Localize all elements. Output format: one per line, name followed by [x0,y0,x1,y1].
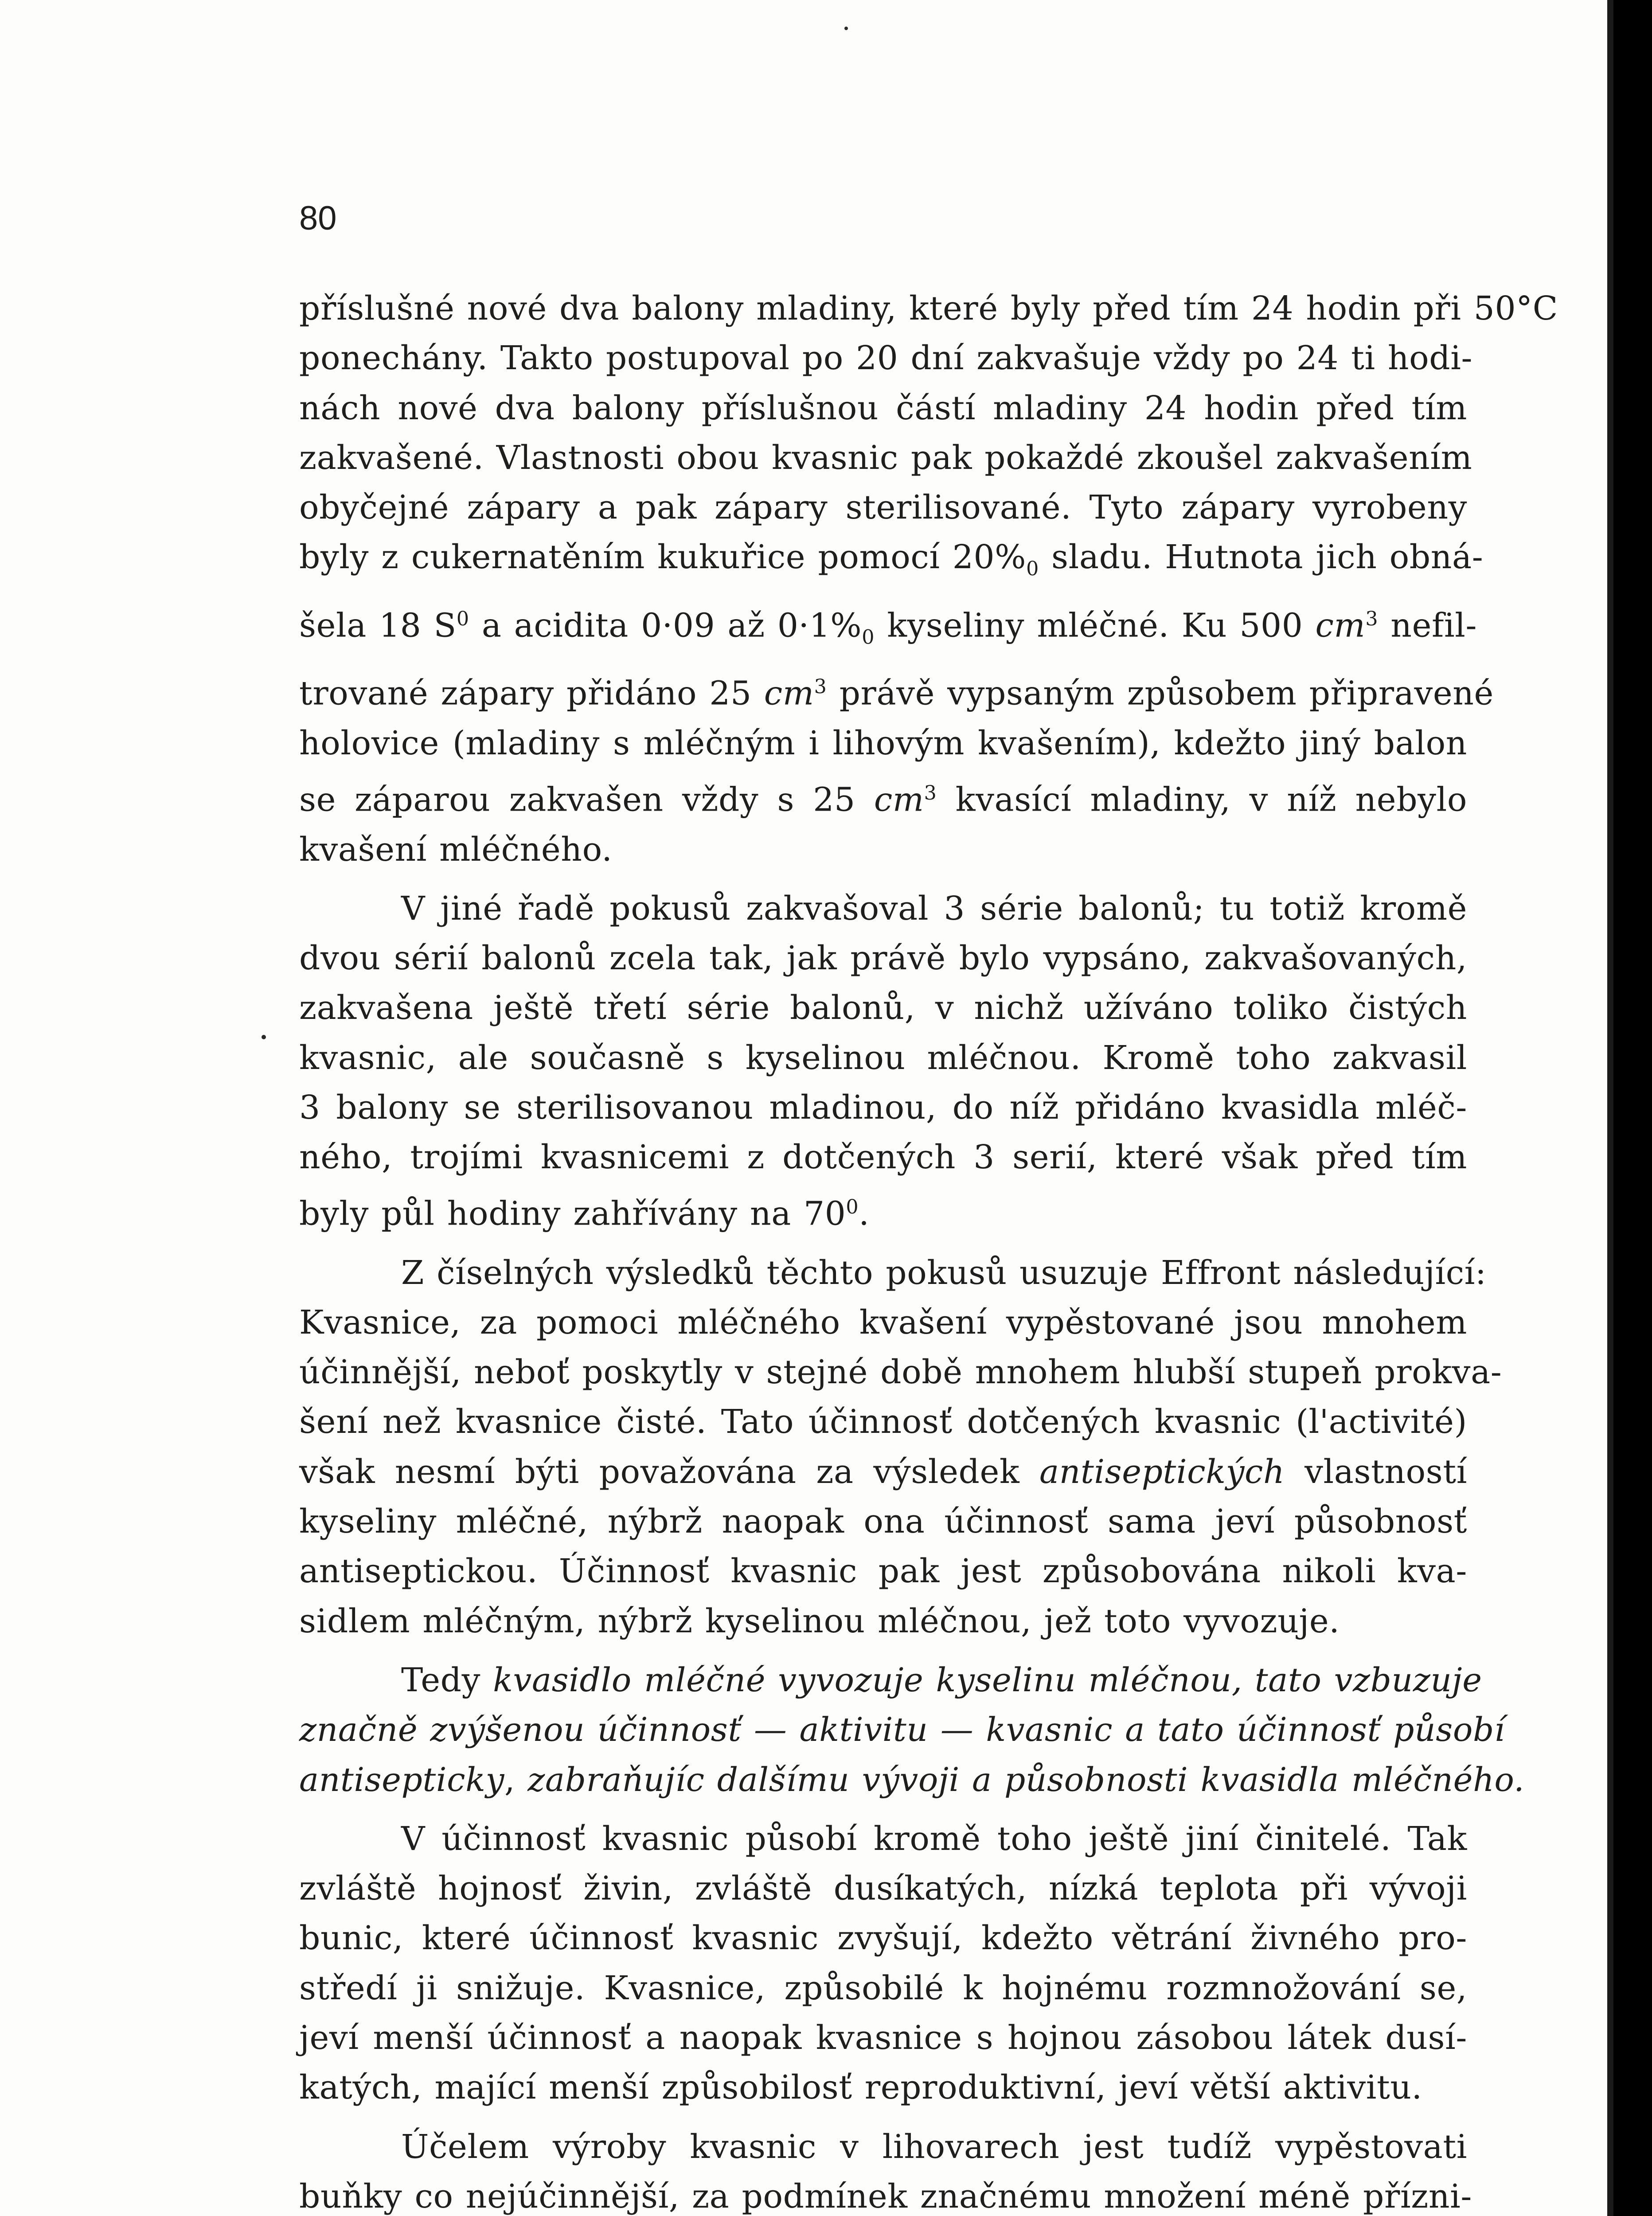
text-line [299,333,1473,383]
text-line [299,532,1484,594]
text-line [299,483,1467,532]
italic-run: antiseptických [1039,1452,1285,1491]
text-run: ného, trojími kvasnicemi z dotčených 3 serií, které však před tím [299,1138,1467,1177]
text-run: byly z cukernatěním kukuřice pomocí 20% [299,538,1027,577]
text-run: účinnější, neboť poskytly v stejné době mnohem hlubší stupeň prokva- [299,1353,1502,1392]
text-line [299,1248,1487,1298]
text-line [299,433,1472,483]
text-line [299,662,1494,718]
text-line [299,594,1477,663]
text-line [299,1913,1467,1963]
superscript: 3 [1365,607,1379,630]
text-line [299,1033,1467,1083]
text-run: katých, mající menší způsobilosť reproduktivní, jeví větší aktivitu. [299,2068,1422,2107]
subscript: 0 [1026,558,1039,581]
text-line [299,933,1467,983]
text-run: kyseliny mléčné, nýbrž naopak ona účinnosť sama jeví působnosť [299,1502,1467,1541]
text-line [299,383,1467,433]
italic-run: cm [874,780,924,819]
text-line [299,1864,1467,1913]
scan-dust-mark [844,27,848,30]
text-run: zakvašena ještě třetí série balonů, v nichž užíváno toliko čistých [299,989,1467,1027]
text-run: se záparou zakvašen vždy s 25 [299,780,874,819]
text-run: příslušné nové dva balony mladiny, které byly před tím 24 hodin při 50°C [299,289,1558,328]
text-line [299,1182,1467,1239]
subscript: 0 [862,626,875,649]
text-line [299,2013,1467,2063]
text-run: kvašení mléčného. [299,830,613,869]
paragraph-p2 [299,884,1467,1239]
text-run: V jiné řadě pokusů zakvašoval 3 série balonů; tu totiž kromě [401,889,1467,928]
text-line [299,2122,1467,2172]
text-line [299,1497,1467,1546]
body-text [299,284,1558,2216]
text-run: sladu. Hutnota jich obná- [1039,538,1484,577]
text-line [299,983,1467,1033]
text-line [299,2063,1467,2112]
text-run: obyčejné zápary a pak zápary sterilisované. Tyto zápary vyrobeny [299,488,1467,527]
text-run: šela 18 S [299,606,457,645]
text-line [299,718,1467,768]
text-line [299,1655,1482,1705]
text-run: však nesmí býti považována za výsledek [299,1452,1040,1491]
text-line [299,1546,1467,1596]
text-run: . [859,1194,870,1233]
text-line [299,1298,1467,1347]
text-run: sidlem mléčným, nýbrž kyselinou mléčnou, jež toto vyvozuje. [299,1602,1340,1640]
text-line [299,1596,1467,1646]
text-run: vlastností [1285,1452,1467,1491]
text-run: Tedy [401,1661,493,1699]
text-run: kyseliny mléčné. Ku 500 [875,606,1316,645]
text-line [299,1132,1467,1182]
italic-run: cm [764,674,814,713]
text-line [299,284,1558,333]
text-line [299,1347,1502,1397]
paragraph-p3 [299,1248,1502,1646]
text-run: byly půl hodiny zahřívány na 70 [299,1194,846,1233]
text-line [299,1397,1467,1447]
text-run: antiseptickou. Účinnosť kvasnic pak jest způsobována nikoli kva- [299,1552,1467,1591]
italic-run: kvasidlo mléčné vyvozuje kyselinu mléčnou, tato vzbuzuje [493,1661,1482,1699]
text-run: nefil- [1378,606,1477,645]
text-run: 3 balony se sterilisovanou mladinou, do níž přidáno kvasidla mléč- [299,1088,1467,1127]
paragraph-p4 [299,1655,1525,1805]
text-run: holovice (mladiny s mléčným i lihovým kvašením), kdežto jiný balon [299,724,1467,763]
text-run: ponechány. Takto postupoval po 20 dní zakvašuje vždy po 24 ti hodi- [299,339,1473,378]
text-run: středí ji snižuje. Kvasnice, způsobilé k hojnému rozmnožování se, [299,1969,1467,2007]
superscript: 3 [814,675,827,698]
text-line [299,1705,1505,1755]
paragraph-p1 [299,284,1558,874]
text-run: šení než kvasnice čisté. Tato účinnosť dotčených kvasnic (l'activité) [299,1403,1467,1441]
text-run: bunic, které účinnosť kvasnic zvyšují, kdežto větrání živného pro- [299,1919,1467,1958]
text-run: zvláště hojnosť živin, zvláště dusíkatých, nízká teplota při vývoji [299,1869,1467,1908]
text-line [299,825,1467,874]
text-run: kvasnic, ale současně s kyselinou mléčnou. Kromě toho zakvasil [299,1038,1467,1077]
superscript: 0 [456,607,469,630]
text-line [299,1083,1467,1132]
text-run: a acidita 0·09 až 0·1% [469,606,862,645]
page-number: 80 [299,199,337,237]
text-run: dvou sérií balonů zcela tak, jak právě bylo vypsáno, zakvašovaných, [299,939,1467,978]
paragraph-p6 [299,2122,1472,2216]
text-run: kvasící mladiny, v níž nebylo [937,780,1467,819]
text-run: V účinnosť kvasnic působí kromě toho ještě jiní činitelé. Tak [401,1819,1467,1858]
superscript: 3 [924,781,937,804]
superscript: 0 [846,1195,859,1218]
text-run: Z číselných výsledků těchto pokusů usuzuje Effront následující: [401,1253,1487,1292]
text-line [299,884,1467,933]
text-run: buňky co nejúčinnější, za podmínek značnému množení méně přízni- [299,2177,1472,2216]
text-run: zakvašené. Vlastnosti obou kvasnic pak pokaždé zkoušel zakvašením [299,438,1472,477]
paragraph-p5 [299,1814,1467,2113]
text-run: trované zápary přidáno 25 [299,674,764,713]
text-line [299,1447,1467,1497]
text-line [299,1814,1467,1864]
text-line [299,2172,1472,2216]
text-run: právě vypsaným způsobem připravené [827,674,1494,713]
text-run: Účelem výroby kvasnic v lihovarech jest tudíž vypěstovati [401,2127,1467,2166]
italic-run: antisepticky [299,1760,505,1799]
text-run: Kvasnice, za pomoci mléčného kvašení vypěstované jsou mnohem [299,1303,1467,1342]
text-run: nách nové dva balony příslušnou částí mladiny 24 hodin před tím [299,389,1467,427]
italic-run: značně zvýšenou účinnosť — aktivitu — kvasnic a tato účinnosť působí [299,1711,1505,1749]
text-line [299,1963,1467,2013]
italic-run: zabraňujíc dalšímu vývoji a působnosti kvasidla mléčného. [527,1760,1525,1799]
text-run: jeví menší účinnosť a naopak kvasnice s hojnou zásobou látek dusí- [299,2019,1467,2057]
text-line [299,769,1467,825]
text-run: , [504,1760,528,1799]
scan-dust-mark [262,1035,266,1039]
text-line [299,1755,1525,1805]
italic-run: cm [1315,606,1366,645]
